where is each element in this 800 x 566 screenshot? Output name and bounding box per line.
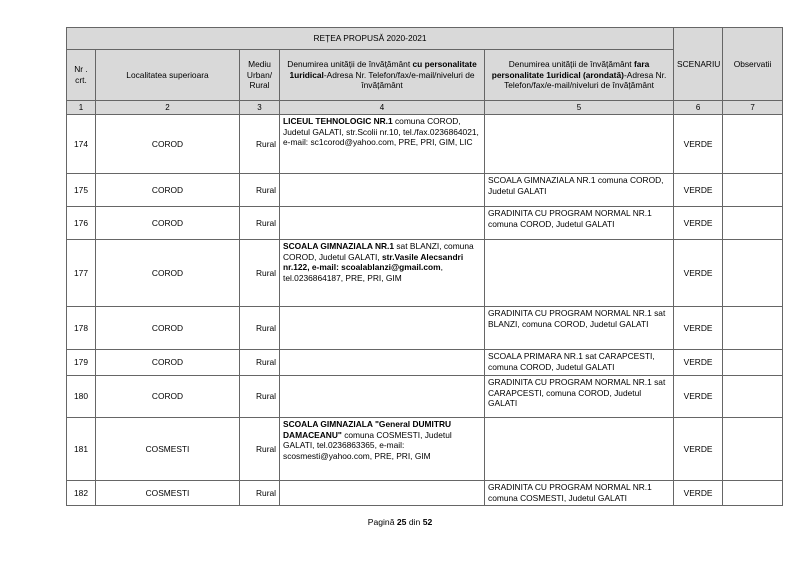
row-observatii [723,240,783,307]
row-arondata: GRADINITA CU PROGRAM NORMAL NR.1 sat CARAPCESTI, comuna COROD, Judetul GALATI [485,376,674,418]
unit-name: SCOALA GIMNAZIALA NR.1 [283,241,395,251]
row-nr: 179 [67,350,96,376]
column-number: 6 [674,101,723,115]
row-observatii [723,418,783,481]
row-arondata: SCOALA PRIMARA NR.1 sat CARAPCESTI, comuna COROD, Judetul GALATI [485,350,674,376]
row-observatii [723,174,783,207]
row-scenariu: VERDE [674,376,723,418]
header-localitate: Localitatea superioara [96,50,240,101]
header-observatii: Observatii [723,28,783,101]
table-row [67,240,783,307]
row-nr: 176 [67,207,96,240]
header-col5-pre: Denumirea unității de învățământ [508,59,634,70]
header-mediu: Mediu Urban/ Rural [240,50,280,101]
table-row [67,481,783,506]
row-localitate: COROD [96,307,240,350]
row-mediu: Rural [240,115,280,174]
row-mediu: Rural [240,376,280,418]
footer-page-total: 52 [422,517,433,527]
header-col5-bold: fara personalitate 1uridical (arondată) [491,59,650,80]
row-unitate [280,481,485,506]
row-nr: 181 [67,418,96,481]
row-nr: 180 [67,376,96,418]
row-scenariu: VERDE [674,481,723,506]
unit-details: comuna COROD, Judetul GALATI, str.Scolii nr.10, tel./fax.0236864021, e-mail: sc1corod@yahoo.com, PRE, PRI, GIM, LIC [283,116,479,148]
row-observatii [723,207,783,240]
row-unitate [280,418,485,481]
row-unitate [280,307,485,350]
row-arondata [485,115,674,174]
row-scenariu: VERDE [674,115,723,174]
row-scenariu: VERDE [674,350,723,376]
column-number: 3 [240,101,280,115]
column-number: 7 [723,101,783,115]
row-localitate: COROD [96,240,240,307]
table-row [67,115,783,174]
row-observatii [723,481,783,506]
row-nr: 177 [67,240,96,307]
header-scenariu: SCENARIU [674,28,723,101]
row-mediu: Rural [240,174,280,207]
table-row [67,418,783,481]
row-nr: 178 [67,307,96,350]
row-scenariu: VERDE [674,240,723,307]
row-arondata: GRADINITA CU PROGRAM NORMAL NR.1 sat BLANZI, comuna COROD, Judetul GALATI [485,307,674,350]
row-mediu: Rural [240,240,280,307]
row-arondata [485,418,674,481]
row-observatii [723,115,783,174]
header-col4-post: -Adresa Nr. Telefon/fax/e-mail/niveluri de învățământ [323,69,475,91]
row-arondata: SCOALA GIMNAZIALA NR.1 comuna COROD, Judetul GALATI [485,174,674,207]
column-number-row [67,101,783,115]
row-mediu: Rural [240,207,280,240]
row-nr: 182 [67,481,96,506]
footer-middle: din [406,517,423,527]
row-mediu: Rural [240,307,280,350]
unit-name: LICEUL TEHNOLOGIC NR.1 [283,116,393,126]
unit-details: comuna COSMESTI, Judetul GALATI, tel.0236863365, e-mail: scosmesti@yahoo.com, PRE, PRI, GIM [283,429,452,461]
row-arondata [485,240,674,307]
row-unitate [280,240,485,307]
table-row [67,174,783,207]
row-arondata: GRADINITA CU PROGRAM NORMAL NR.1 comuna COSMESTI, Judetul GALATI [485,481,674,506]
row-localitate: COROD [96,350,240,376]
row-unitate [280,174,485,207]
unit-details: sat BLANZI, comuna COROD, Judetul GALATI, [283,241,474,262]
table-row [67,350,783,376]
row-localitate: COSMESTI [96,481,240,506]
table-row [67,376,783,418]
row-observatii [723,376,783,418]
header-unitate-arondata [485,50,674,101]
column-number: 1 [67,101,96,115]
row-unitate [280,376,485,418]
row-scenariu: VERDE [674,174,723,207]
row-unitate [280,350,485,376]
row-localitate: COROD [96,376,240,418]
row-unitate [280,207,485,240]
school-network-table [66,27,783,506]
unit-address: str.Vasile Alecsandri nr.122, e-mail: scoalablanzi@gmail.com [283,251,464,273]
row-mediu: Rural [240,350,280,376]
header-col4-pre: Denumirea unității de învățământ [287,59,413,70]
footer-page-number: 25 [396,517,407,527]
row-scenariu: VERDE [674,307,723,350]
footer-prefix: Pagină [367,517,397,527]
row-nr: 174 [67,115,96,174]
row-observatii [723,350,783,376]
column-number: 4 [280,101,485,115]
table-row [67,207,783,240]
header-col4-bold: cu personalitate 1uridical [289,59,477,80]
row-arondata: GRADINITA CU PROGRAM NORMAL NR.1 comuna COROD, Judetul GALATI [485,207,674,240]
row-localitate: COROD [96,115,240,174]
row-nr: 175 [67,174,96,207]
header-unitate-cu-pj [280,50,485,101]
row-observatii [723,307,783,350]
row-localitate: COROD [96,207,240,240]
row-scenariu: VERDE [674,418,723,481]
row-localitate: COROD [96,174,240,207]
row-unitate [280,115,485,174]
table-row [67,307,783,350]
unit-contact: , tel.0236864187, PRE, PRI, GIM [283,262,443,283]
unit-name: SCOALA GIMNAZIALA "General DUMITRU DAMACEANU" [283,419,452,440]
table-title: REȚEA PROPUSĂ 2020-2021 [67,28,674,50]
row-localitate: COSMESTI [96,418,240,481]
row-mediu: Rural [240,481,280,506]
column-number: 5 [485,101,674,115]
header-nr-crt: Nr . crt. [67,50,96,101]
page-footer [0,517,800,527]
row-mediu: Rural [240,418,280,481]
header-col5-post: -Adresa Nr. Telefon/fax/e-mail/niveluri de învățământ [504,69,667,91]
row-scenariu: VERDE [674,207,723,240]
column-number: 2 [96,101,240,115]
